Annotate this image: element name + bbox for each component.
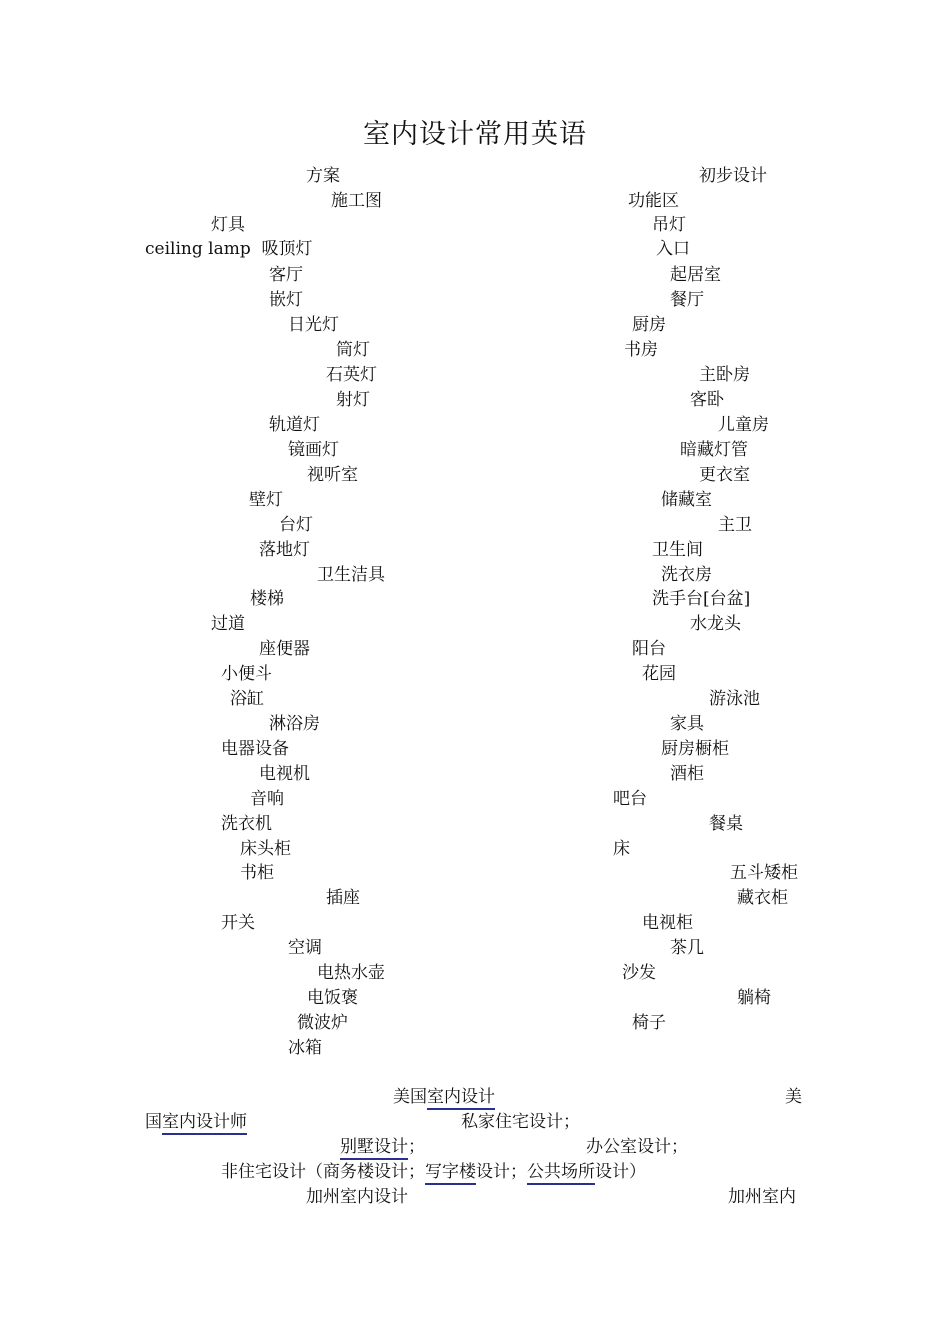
california-tail-text: 加州室内 <box>728 1187 796 1207</box>
right-term: 书房 <box>624 340 658 360</box>
right-term: 五斗矮柜 <box>730 863 798 883</box>
left-term: 嵌灯 <box>269 290 303 310</box>
right-term: 躺椅 <box>737 988 771 1008</box>
right-term: 椅子 <box>632 1013 666 1033</box>
left-term: 轨道灯 <box>269 415 320 435</box>
left-term: 淋浴房 <box>269 714 320 734</box>
left-term: 插座 <box>326 888 360 908</box>
right-term: 储藏室 <box>661 490 712 510</box>
left-term: ceiling lamp 吸顶灯 <box>145 239 313 259</box>
left-term: 客厅 <box>269 265 303 285</box>
left-term: 卫生洁具 <box>317 565 385 585</box>
right-term: 吊灯 <box>652 215 686 235</box>
right-term: 厨房 <box>632 315 666 335</box>
left-term: 电视机 <box>259 764 310 784</box>
left-term: 筒灯 <box>336 340 370 360</box>
left-term: 落地灯 <box>259 540 310 560</box>
left-term: 石英灯 <box>326 365 377 385</box>
non-residential-line <box>221 1161 646 1183</box>
left-term: 镜画灯 <box>288 440 339 460</box>
left-term: 壁灯 <box>249 490 283 510</box>
right-term: 洗手台[台盆] <box>652 589 751 609</box>
left-term: 台灯 <box>279 515 313 535</box>
left-term: 射灯 <box>336 390 370 410</box>
right-term: 卫生间 <box>652 540 703 560</box>
left-term: 书柜 <box>240 863 274 883</box>
right-term: 功能区 <box>628 191 679 211</box>
right-term: 主卧房 <box>699 365 750 385</box>
left-term: 电器设备 <box>221 739 289 759</box>
right-term: 游泳池 <box>709 689 760 709</box>
nonres-prefix: 非住宅设计（商务楼设计； <box>221 1162 425 1182</box>
left-term: 音响 <box>250 789 284 809</box>
us-design-line <box>393 1086 495 1108</box>
right-term: 酒柜 <box>670 764 704 784</box>
left-term: 楼梯 <box>250 589 284 609</box>
left-term: 微波炉 <box>297 1013 348 1033</box>
left-term: 浴缸 <box>230 689 264 709</box>
left-term: 冰箱 <box>288 1038 322 1058</box>
right-term: 儿童房 <box>718 415 769 435</box>
left-term: 视听室 <box>307 465 358 485</box>
us-tail: 美 <box>785 1087 802 1107</box>
right-term: 初步设计 <box>699 166 767 186</box>
right-term: 洗衣房 <box>661 565 712 585</box>
nonres-mid: 设计； <box>476 1162 527 1182</box>
nonres-end: 设计） <box>595 1162 646 1182</box>
left-term: 电热水壶 <box>317 963 385 983</box>
right-term: 餐厅 <box>670 290 704 310</box>
us-prefix: 美国 <box>393 1087 427 1107</box>
interior-design-link[interactable]: 室内设计 <box>427 1087 495 1110</box>
left-term: 过道 <box>211 614 245 634</box>
california-design-text: 加州室内设计 <box>306 1187 408 1207</box>
office-design-text: 办公室设计； <box>586 1137 688 1157</box>
villa-design-link[interactable]: 别墅设计 <box>340 1137 408 1160</box>
right-term: 藏衣柜 <box>737 888 788 908</box>
designer-line <box>145 1111 247 1133</box>
left-term: 开关 <box>221 913 255 933</box>
right-term: 花园 <box>642 664 676 684</box>
right-term: 沙发 <box>622 963 656 983</box>
left-term: 小便斗 <box>221 664 272 684</box>
right-term: 厨房橱柜 <box>661 739 729 759</box>
villa-line <box>340 1136 425 1158</box>
right-term: 阳台 <box>632 639 666 659</box>
right-term: 水龙头 <box>690 614 741 634</box>
right-term: 更衣室 <box>699 465 750 485</box>
left-term: 空调 <box>288 938 322 958</box>
villa-semicolon: ； <box>408 1137 425 1157</box>
right-term: 入口 <box>656 239 690 259</box>
office-building-link[interactable]: 写字楼 <box>425 1162 476 1185</box>
left-term: 洗衣机 <box>221 814 272 834</box>
left-term: 施工图 <box>331 191 382 211</box>
left-term: 电饭褒 <box>307 988 358 1008</box>
right-term: 主卫 <box>718 515 752 535</box>
right-term: 吧台 <box>613 789 647 809</box>
left-term: 灯具 <box>211 215 245 235</box>
right-term: 电视柜 <box>642 913 693 933</box>
left-term: 座便器 <box>259 639 310 659</box>
right-term: 家具 <box>670 714 704 734</box>
right-term: 床 <box>613 839 630 859</box>
left-term: 床头柜 <box>240 839 291 859</box>
right-term: 餐桌 <box>709 814 743 834</box>
private-residence-text: 私家住宅设计； <box>461 1112 580 1132</box>
right-term: 客卧 <box>690 390 724 410</box>
left-term: 方案 <box>306 166 340 186</box>
right-term: 茶几 <box>670 938 704 958</box>
line2-prefix: 国 <box>145 1112 162 1132</box>
interior-designer-link[interactable]: 室内设计师 <box>162 1112 247 1135</box>
public-space-link[interactable]: 公共场所 <box>527 1162 595 1185</box>
right-term: 起居室 <box>670 265 721 285</box>
page-title: 室内设计常用英语 <box>363 119 587 150</box>
right-term: 暗藏灯管 <box>680 440 748 460</box>
left-term: 日光灯 <box>288 315 339 335</box>
